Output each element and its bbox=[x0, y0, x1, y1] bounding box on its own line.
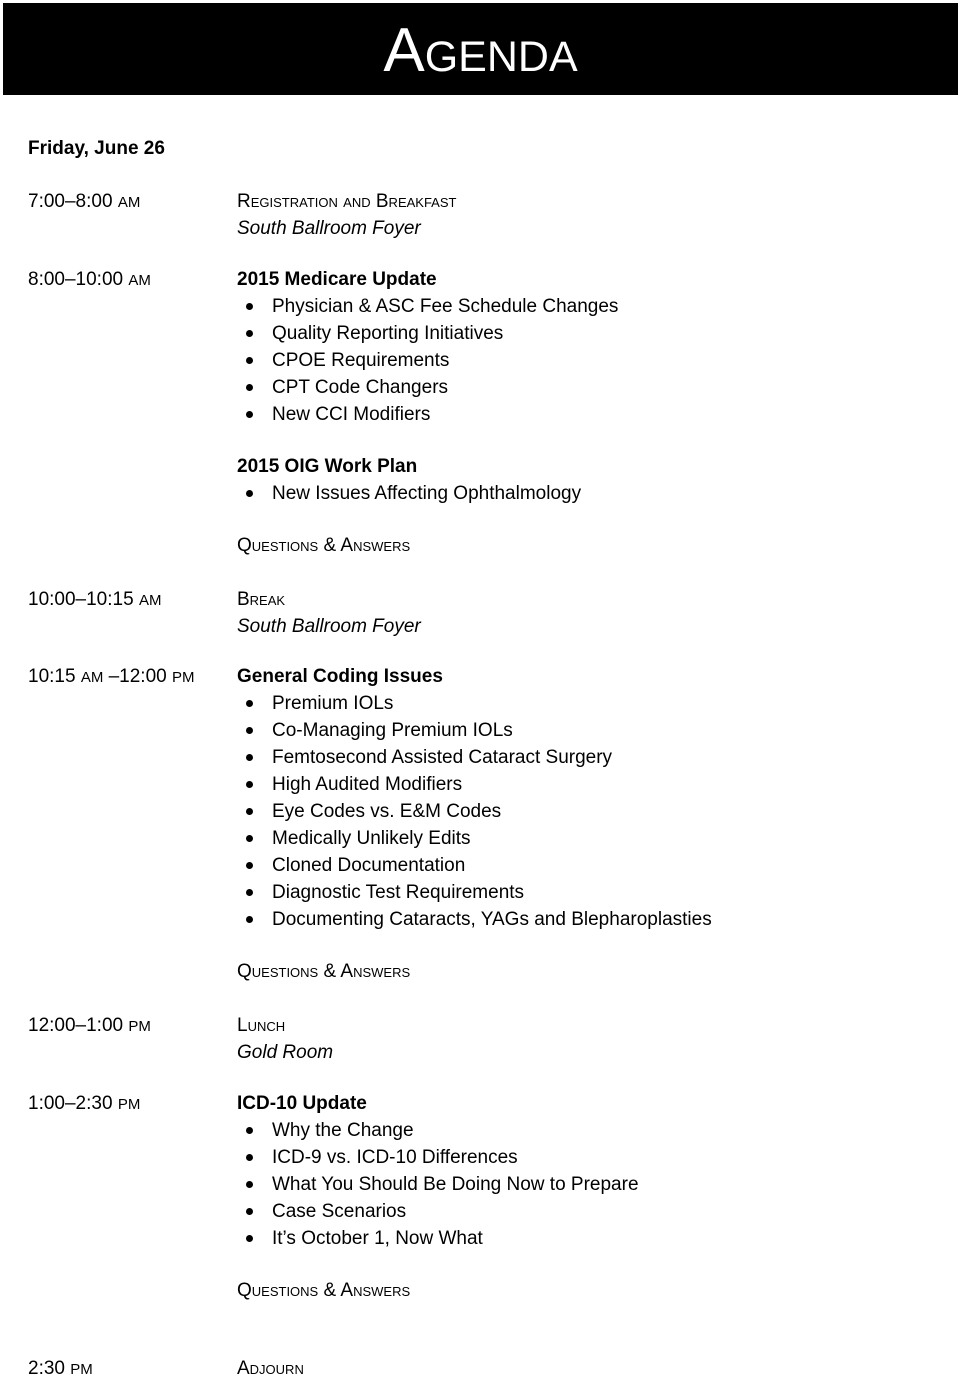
list-item: Co-Managing Premium IOLs bbox=[237, 717, 937, 744]
list-item: What You Should Be Doing Now to Prepare bbox=[237, 1171, 937, 1198]
session-time bbox=[28, 266, 151, 294]
session-time bbox=[28, 663, 195, 691]
time-range: 10:00–10:15 bbox=[28, 589, 134, 610]
time-range: 12:00–1:00 bbox=[28, 1015, 124, 1036]
list-item: Quality Reporting Initiatives bbox=[237, 320, 937, 347]
time-range: 2:30 bbox=[28, 1358, 65, 1379]
block-heading: General Coding Issues bbox=[237, 666, 443, 687]
time-suffix: PM bbox=[117, 1096, 141, 1113]
session-location: South Ballroom Foyer bbox=[237, 616, 421, 637]
bullet-icon bbox=[246, 1235, 253, 1242]
list-item: Cloned Documentation bbox=[237, 852, 937, 879]
session-content bbox=[237, 586, 937, 640]
session-time bbox=[28, 1355, 93, 1383]
list-item: Femtosecond Assisted Cataract Surgery bbox=[237, 744, 937, 771]
time-range: 1:00–2:30 bbox=[28, 1093, 113, 1114]
bullet-icon bbox=[246, 490, 253, 497]
list-item: High Audited Modifiers bbox=[237, 771, 937, 798]
list-item: Eye Codes vs. E&M Codes bbox=[237, 798, 937, 825]
bullet-icon bbox=[246, 1208, 253, 1215]
bullet-icon bbox=[246, 700, 253, 707]
topic-list bbox=[237, 690, 937, 933]
bullet-icon bbox=[246, 384, 253, 391]
session-content bbox=[237, 266, 937, 559]
bullet-icon bbox=[246, 916, 253, 923]
list-item: Diagnostic Test Requirements bbox=[237, 879, 937, 906]
session-time bbox=[28, 188, 140, 216]
time-start: 10:15 bbox=[28, 666, 76, 687]
bullet-icon bbox=[246, 889, 253, 896]
time-suffix: AM bbox=[80, 669, 104, 686]
list-item: New Issues Affecting Ophthalmology bbox=[237, 480, 937, 507]
bullet-icon bbox=[246, 808, 253, 815]
time-suffix: PM bbox=[172, 669, 195, 686]
bullet-icon bbox=[246, 411, 253, 418]
bullet-icon bbox=[246, 862, 253, 869]
bullet-icon bbox=[246, 727, 253, 734]
list-item: New CCI Modifiers bbox=[237, 401, 937, 428]
bullet-icon bbox=[246, 781, 253, 788]
session-content bbox=[237, 188, 937, 242]
bullet-icon bbox=[246, 1181, 253, 1188]
time-range: 8:00–10:00 bbox=[28, 269, 124, 290]
session-title: Registration and Breakfast bbox=[237, 191, 457, 212]
time-suffix: PM bbox=[70, 1361, 93, 1378]
session-content bbox=[237, 1012, 937, 1066]
time-range: 7:00–8:00 bbox=[28, 191, 113, 212]
list-item: CPT Code Changers bbox=[237, 374, 937, 401]
bullet-icon bbox=[246, 754, 253, 761]
session-location: Gold Room bbox=[237, 1042, 334, 1063]
qa-label: Questions & Answers bbox=[237, 1280, 411, 1301]
list-item: Medically Unlikely Edits bbox=[237, 825, 937, 852]
bullet-icon bbox=[246, 1154, 253, 1161]
page-title: Agenda bbox=[383, 16, 578, 85]
session-location: South Ballroom Foyer bbox=[237, 218, 421, 239]
session-time bbox=[28, 1090, 140, 1118]
time-suffix: AM bbox=[117, 194, 141, 211]
date-heading: Friday, June 26 bbox=[28, 138, 165, 159]
session-title: Adjourn bbox=[237, 1358, 304, 1379]
block-heading: ICD-10 Update bbox=[237, 1093, 367, 1114]
list-item: Physician & ASC Fee Schedule Changes bbox=[237, 293, 937, 320]
session-content bbox=[237, 663, 937, 985]
list-item: CPOE Requirements bbox=[237, 347, 937, 374]
list-item: Premium IOLs bbox=[237, 690, 937, 717]
block-heading: 2015 Medicare Update bbox=[237, 269, 437, 290]
list-item: Documenting Cataracts, YAGs and Blepharoplasties bbox=[237, 906, 937, 933]
time-end: –12:00 bbox=[108, 666, 167, 687]
session-content bbox=[237, 1090, 937, 1304]
list-item: Case Scenarios bbox=[237, 1198, 937, 1225]
bullet-icon bbox=[246, 303, 253, 310]
list-item: ICD-9 vs. ICD-10 Differences bbox=[237, 1144, 937, 1171]
topic-list bbox=[237, 293, 937, 428]
topic-list bbox=[237, 1117, 937, 1252]
bullet-icon bbox=[246, 357, 253, 364]
bullet-icon bbox=[246, 835, 253, 842]
time-suffix: AM bbox=[128, 272, 151, 289]
time-suffix: PM bbox=[128, 1018, 151, 1035]
session-title: Lunch bbox=[237, 1015, 286, 1036]
qa-label: Questions & Answers bbox=[237, 961, 411, 982]
session-time bbox=[28, 1012, 151, 1040]
bullet-icon bbox=[246, 1127, 253, 1134]
list-item: Why the Change bbox=[237, 1117, 937, 1144]
session-title: Break bbox=[237, 589, 286, 610]
session-content bbox=[237, 1355, 937, 1382]
bullet-icon bbox=[246, 330, 253, 337]
topic-list bbox=[237, 480, 937, 507]
qa-label: Questions & Answers bbox=[237, 535, 411, 556]
time-suffix: AM bbox=[138, 592, 162, 609]
list-item: It’s October 1, Now What bbox=[237, 1225, 937, 1252]
block-heading: 2015 OIG Work Plan bbox=[237, 456, 418, 477]
title-banner bbox=[3, 3, 958, 95]
session-time bbox=[28, 586, 161, 614]
